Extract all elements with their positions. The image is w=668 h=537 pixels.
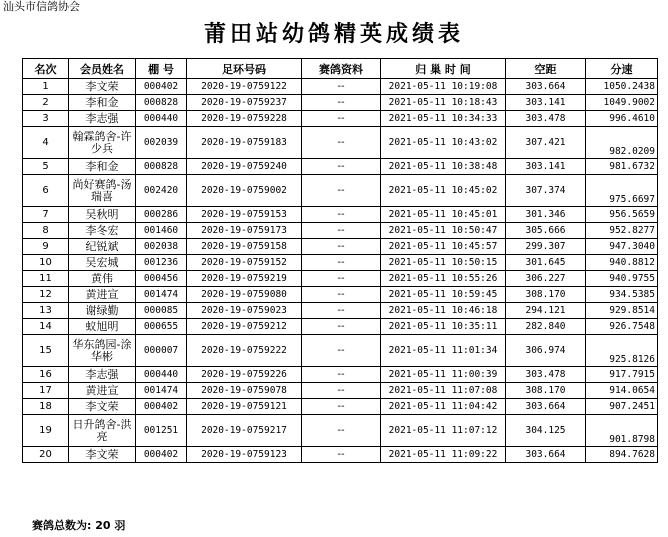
- cell-rank: 7: [23, 207, 69, 223]
- cell-pigeon-info: --: [302, 111, 381, 127]
- table-row: [23, 239, 658, 255]
- cell-ring-number: 2020-19-0759122: [187, 79, 302, 95]
- table-row: [23, 79, 658, 95]
- cell-return-time: 2021-05-11 11:07:12: [381, 415, 506, 447]
- table-row: [23, 287, 658, 303]
- cell-pigeon-info: --: [302, 383, 381, 399]
- cell-return-time: 2021-05-11 10:50:15: [381, 255, 506, 271]
- cell-ring-number: 2020-19-0759212: [187, 319, 302, 335]
- cell-member-name: 翰霖鸽舍-许少兵: [69, 127, 136, 159]
- cell-return-time: 2021-05-11 10:19:08: [381, 79, 506, 95]
- cell-loft-number: 001251: [136, 415, 187, 447]
- cell-distance: 299.307: [506, 239, 586, 255]
- cell-return-time: 2021-05-11 10:45:02: [381, 175, 506, 207]
- cell-speed: 956.5659: [586, 207, 658, 223]
- cell-pigeon-info: --: [302, 127, 381, 159]
- cell-return-time: 2021-05-11 11:00:39: [381, 367, 506, 383]
- table-row: [23, 367, 658, 383]
- cell-loft-number: 001236: [136, 255, 187, 271]
- cell-pigeon-info: --: [302, 335, 381, 367]
- cell-speed: 901.8798: [586, 415, 658, 447]
- cell-ring-number: 2020-19-0759080: [187, 287, 302, 303]
- cell-speed: 940.8812: [586, 255, 658, 271]
- cell-return-time: 2021-05-11 10:50:47: [381, 223, 506, 239]
- header-pigeon-info: 赛鸽资料: [302, 59, 381, 79]
- cell-speed: 929.8514: [586, 303, 658, 319]
- cell-distance: 307.374: [506, 175, 586, 207]
- cell-pigeon-info: --: [302, 415, 381, 447]
- cell-member-name: 华东鸽园-涂华彬: [69, 335, 136, 367]
- cell-rank: 18: [23, 399, 69, 415]
- cell-ring-number: 2020-19-0759228: [187, 111, 302, 127]
- table-row: [23, 159, 658, 175]
- cell-loft-number: 000828: [136, 159, 187, 175]
- cell-distance: 282.840: [506, 319, 586, 335]
- cell-distance: 308.170: [506, 383, 586, 399]
- cell-pigeon-info: --: [302, 367, 381, 383]
- cell-return-time: 2021-05-11 10:34:33: [381, 111, 506, 127]
- cell-rank: 19: [23, 415, 69, 447]
- cell-member-name: 李冬宏: [69, 223, 136, 239]
- cell-distance: 303.478: [506, 111, 586, 127]
- cell-distance: 294.121: [506, 303, 586, 319]
- table-row: [23, 399, 658, 415]
- cell-loft-number: 002038: [136, 239, 187, 255]
- results-table: [22, 58, 658, 463]
- table-row: [23, 383, 658, 399]
- cell-member-name: 尚好赛鸽-汤瑞喜: [69, 175, 136, 207]
- header-speed: 分速: [586, 59, 658, 79]
- header-distance: 空距: [506, 59, 586, 79]
- cell-ring-number: 2020-19-0759153: [187, 207, 302, 223]
- cell-ring-number: 2020-19-0759002: [187, 175, 302, 207]
- cell-loft-number: 000286: [136, 207, 187, 223]
- table-row: [23, 447, 658, 463]
- table-row: [23, 303, 658, 319]
- cell-member-name: 李和金: [69, 159, 136, 175]
- cell-pigeon-info: --: [302, 239, 381, 255]
- cell-member-name: 蚁旭明: [69, 319, 136, 335]
- cell-speed: 907.2451: [586, 399, 658, 415]
- cell-member-name: 纪锐斌: [69, 239, 136, 255]
- cell-ring-number: 2020-19-0759121: [187, 399, 302, 415]
- cell-distance: 308.170: [506, 287, 586, 303]
- cell-member-name: 黄进宣: [69, 287, 136, 303]
- cell-pigeon-info: --: [302, 207, 381, 223]
- header-row: [23, 59, 658, 79]
- cell-speed: 952.8277: [586, 223, 658, 239]
- cell-distance: 303.141: [506, 95, 586, 111]
- cell-speed: 982.0209: [586, 127, 658, 159]
- cell-rank: 9: [23, 239, 69, 255]
- cell-ring-number: 2020-19-0759226: [187, 367, 302, 383]
- cell-distance: 303.664: [506, 447, 586, 463]
- cell-distance: 303.141: [506, 159, 586, 175]
- cell-ring-number: 2020-19-0759222: [187, 335, 302, 367]
- table-row: [23, 95, 658, 111]
- cell-loft-number: 000655: [136, 319, 187, 335]
- cell-rank: 10: [23, 255, 69, 271]
- cell-pigeon-info: --: [302, 95, 381, 111]
- cell-return-time: 2021-05-11 10:45:01: [381, 207, 506, 223]
- cell-return-time: 2021-05-11 10:59:45: [381, 287, 506, 303]
- table-row: [23, 207, 658, 223]
- cell-pigeon-info: --: [302, 447, 381, 463]
- cell-distance: 301.346: [506, 207, 586, 223]
- table-row: [23, 127, 658, 159]
- cell-loft-number: 000007: [136, 335, 187, 367]
- cell-loft-number: 002039: [136, 127, 187, 159]
- cell-ring-number: 2020-19-0759237: [187, 95, 302, 111]
- cell-member-name: 李志强: [69, 111, 136, 127]
- cell-ring-number: 2020-19-0759152: [187, 255, 302, 271]
- cell-loft-number: 002420: [136, 175, 187, 207]
- cell-speed: 940.9755: [586, 271, 658, 287]
- cell-member-name: 吴秋明: [69, 207, 136, 223]
- cell-ring-number: 2020-19-0759078: [187, 383, 302, 399]
- cell-distance: 303.478: [506, 367, 586, 383]
- cell-ring-number: 2020-19-0759173: [187, 223, 302, 239]
- header-return-time: 归 巢 时 间: [381, 59, 506, 79]
- cell-distance: 306.974: [506, 335, 586, 367]
- cell-loft-number: 001474: [136, 383, 187, 399]
- page-title: 莆田站幼鸽精英成绩表: [203, 21, 464, 47]
- cell-loft-number: 001474: [136, 287, 187, 303]
- cell-member-name: 李文荣: [69, 79, 136, 95]
- cell-ring-number: 2020-19-0759217: [187, 415, 302, 447]
- cell-loft-number: 000440: [136, 367, 187, 383]
- cell-pigeon-info: --: [302, 159, 381, 175]
- cell-distance: 305.666: [506, 223, 586, 239]
- cell-speed: 934.5385: [586, 287, 658, 303]
- cell-member-name: 黄进宣: [69, 383, 136, 399]
- cell-rank: 12: [23, 287, 69, 303]
- cell-distance: 301.645: [506, 255, 586, 271]
- cell-rank: 14: [23, 319, 69, 335]
- cell-rank: 5: [23, 159, 69, 175]
- cell-pigeon-info: --: [302, 303, 381, 319]
- cell-rank: 8: [23, 223, 69, 239]
- cell-pigeon-info: --: [302, 79, 381, 95]
- cell-rank: 16: [23, 367, 69, 383]
- cell-ring-number: 2020-19-0759023: [187, 303, 302, 319]
- cell-member-name: 日升鸽舍-洪亮: [69, 415, 136, 447]
- cell-ring-number: 2020-19-0759240: [187, 159, 302, 175]
- cell-pigeon-info: --: [302, 287, 381, 303]
- total-pigeons-count: 赛鸽总数为: 20 羽: [32, 519, 126, 532]
- cell-pigeon-info: --: [302, 399, 381, 415]
- cell-rank: 13: [23, 303, 69, 319]
- cell-loft-number: 001460: [136, 223, 187, 239]
- table-row: [23, 223, 658, 239]
- cell-speed: 947.3040: [586, 239, 658, 255]
- cell-return-time: 2021-05-11 11:09:22: [381, 447, 506, 463]
- table-row: [23, 335, 658, 367]
- cell-return-time: 2021-05-11 10:46:18: [381, 303, 506, 319]
- header-loft-number: 棚 号: [136, 59, 187, 79]
- cell-member-name: 李文荣: [69, 399, 136, 415]
- cell-return-time: 2021-05-11 10:55:26: [381, 271, 506, 287]
- cell-speed: 1049.9002: [586, 95, 658, 111]
- header-ring-number: 足环号码: [187, 59, 302, 79]
- cell-member-name: 李和金: [69, 95, 136, 111]
- cell-rank: 11: [23, 271, 69, 287]
- cell-member-name: 吴宏城: [69, 255, 136, 271]
- cell-speed: 914.0654: [586, 383, 658, 399]
- cell-speed: 1050.2438: [586, 79, 658, 95]
- table-row: [23, 175, 658, 207]
- cell-member-name: 黄伟: [69, 271, 136, 287]
- cell-speed: 996.4610: [586, 111, 658, 127]
- cell-return-time: 2021-05-11 10:38:48: [381, 159, 506, 175]
- cell-loft-number: 000828: [136, 95, 187, 111]
- cell-distance: 307.421: [506, 127, 586, 159]
- cell-rank: 6: [23, 175, 69, 207]
- cell-speed: 981.6732: [586, 159, 658, 175]
- cell-distance: 306.227: [506, 271, 586, 287]
- table-row: [23, 111, 658, 127]
- cell-member-name: 李文荣: [69, 447, 136, 463]
- cell-speed: 925.8126: [586, 335, 658, 367]
- cell-rank: 15: [23, 335, 69, 367]
- cell-return-time: 2021-05-11 11:07:08: [381, 383, 506, 399]
- cell-loft-number: 000456: [136, 271, 187, 287]
- cell-rank: 2: [23, 95, 69, 111]
- cell-loft-number: 000402: [136, 79, 187, 95]
- table-row: [23, 415, 658, 447]
- cell-ring-number: 2020-19-0759123: [187, 447, 302, 463]
- cell-speed: 894.7628: [586, 447, 658, 463]
- cell-rank: 17: [23, 383, 69, 399]
- cell-return-time: 2021-05-11 10:35:11: [381, 319, 506, 335]
- header-member-name: 会员姓名: [69, 59, 136, 79]
- table-row: [23, 255, 658, 271]
- cell-pigeon-info: --: [302, 223, 381, 239]
- cell-loft-number: 000402: [136, 399, 187, 415]
- cell-member-name: 谢绿勤: [69, 303, 136, 319]
- table-row: [23, 271, 658, 287]
- cell-return-time: 2021-05-11 11:01:34: [381, 335, 506, 367]
- cell-rank: 20: [23, 447, 69, 463]
- cell-member-name: 李志强: [69, 367, 136, 383]
- cell-rank: 3: [23, 111, 69, 127]
- cell-speed: 975.6697: [586, 175, 658, 207]
- organization-name: 汕头市信鸽协会: [3, 0, 80, 13]
- cell-loft-number: 000085: [136, 303, 187, 319]
- cell-speed: 926.7548: [586, 319, 658, 335]
- table-row: [23, 319, 658, 335]
- cell-loft-number: 000440: [136, 111, 187, 127]
- cell-return-time: 2021-05-11 10:43:02: [381, 127, 506, 159]
- cell-distance: 303.664: [506, 399, 586, 415]
- cell-distance: 303.664: [506, 79, 586, 95]
- cell-pigeon-info: --: [302, 255, 381, 271]
- cell-speed: 917.7915: [586, 367, 658, 383]
- cell-ring-number: 2020-19-0759183: [187, 127, 302, 159]
- cell-return-time: 2021-05-11 10:45:57: [381, 239, 506, 255]
- cell-pigeon-info: --: [302, 175, 381, 207]
- header-rank: 名次: [23, 59, 69, 79]
- cell-rank: 1: [23, 79, 69, 95]
- cell-rank: 4: [23, 127, 69, 159]
- cell-return-time: 2021-05-11 10:18:43: [381, 95, 506, 111]
- cell-ring-number: 2020-19-0759158: [187, 239, 302, 255]
- cell-distance: 304.125: [506, 415, 586, 447]
- cell-pigeon-info: --: [302, 271, 381, 287]
- cell-ring-number: 2020-19-0759219: [187, 271, 302, 287]
- cell-pigeon-info: --: [302, 319, 381, 335]
- cell-loft-number: 000402: [136, 447, 187, 463]
- cell-return-time: 2021-05-11 11:04:42: [381, 399, 506, 415]
